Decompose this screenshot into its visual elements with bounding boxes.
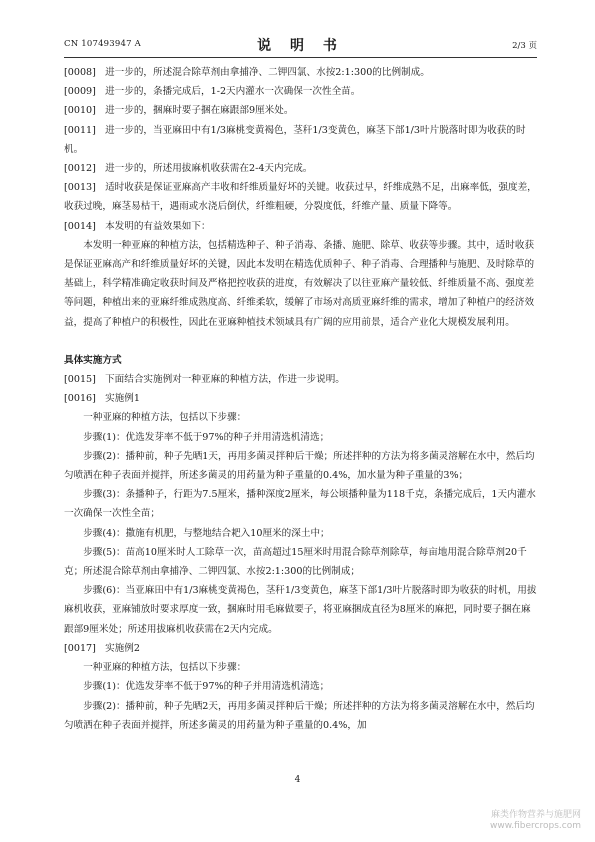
paragraph-0016 <box>64 389 537 408</box>
paragraph-0017 <box>64 639 537 658</box>
example-step: 步骤(4)：撒施有机肥，与整地结合耙入10厘米的深土中； <box>83 527 330 539</box>
paragraph-tag: [0012] <box>64 163 96 175</box>
paragraph-tag: [0013] <box>64 182 96 194</box>
paragraph-tag: [0015] <box>64 374 96 386</box>
example-intro: 一种亚麻的种植方法，包括以下步骤： <box>83 662 247 674</box>
paragraph-tag: [0016] <box>64 393 96 405</box>
publication-number: CN 107493947 A <box>64 39 141 49</box>
paragraph-tag: [0014] <box>64 220 96 232</box>
paragraph-text: 进一步的，所述混合除草剂由拿捕净、二钾四氯、水按2:1:300的比例制成。 <box>105 67 430 78</box>
paragraph-tag: [0009] <box>64 86 96 98</box>
example-step: 步骤(1)：优选发芽率不低于97%的种子并用清选机清选； <box>83 431 330 443</box>
paragraph-tag: [0010] <box>64 105 96 117</box>
paragraph-text: 进一步的，捆麻时要子捆在麻跟部9厘米处。 <box>105 105 294 117</box>
example-step: 步骤(6)：当亚麻田中有1/3麻桃变黄褐色，茎秆1/3变黄色，麻茎下部1/3叶片脱落时即为收获的时机，用拔麻机收获，亚麻铺放时要求厚度一致，捆麻时用毛麻做要子，将亚麻捆成直径为8厘米的麻把，同时要子捆在麻跟部9厘米处；所述用拔麻机收获需在2天内完成。 <box>64 585 537 635</box>
example-label: 实施例2 <box>105 642 140 654</box>
paragraph-0015 <box>64 370 537 389</box>
paragraph-0014 <box>64 217 537 236</box>
paragraph-text: 下面结合实施例对一种亚麻的种植方法，作进一步说明。 <box>105 374 345 386</box>
beneficial-effects-text: 本发明一种亚麻的种植方法，包括精选种子、种子消毒、条播、施肥、除草、收获等步骤。其中，适时收获是保证亚麻高产和纤维质量好坏的关键，因此本发明在精选优质种子、种子消毒、合理播种与施肥、及时除草的基础上，科学精准确定收获时间及严格把控收获的进度，有效解决了以往亚麻产量较低、纤维质量不高、强度差等问题，种植出来的亚麻纤维成熟度高、纤维柔软，缓解了市场对高质亚麻纤维的需求，增加了种植户的经济效益，提高了种植户的积极性，因此在亚麻种植技术领域具有广阔的应用前景，适合产业化大规模发展利用。 <box>64 239 535 328</box>
paragraph-tag: [0011] <box>64 124 96 136</box>
paragraph-0009 <box>64 82 537 101</box>
example-step: 步骤(3)：条播种子，行距为7.5厘米，播种深度2厘米，每公顷播种量为118千克，条播完成后，1天内灌水一次确保一次性全苗； <box>64 489 536 520</box>
page-number: 4 <box>294 775 301 785</box>
watermark-url: www.fibercrops.com <box>490 821 581 831</box>
section-heading: 具体实施方式 <box>64 354 122 366</box>
page-header <box>64 35 537 57</box>
header-rule <box>64 57 537 58</box>
paragraph-text: 进一步的，当亚麻田中有1/3麻桃变黄褐色，茎秆1/3变黄色，麻茎下部1/3叶片脱落时即为收获的时机。 <box>64 124 526 155</box>
watermark <box>490 810 581 832</box>
paragraph-0008 <box>64 63 537 82</box>
example-step: 步骤(2)：播种前，种子先晒1天，再用多菌灵拌种后干燥；所述拌种的方法为将多菌灵溶解在水中，然后均匀喷洒在种子表面并搅拌，所述多菌灵的用药量为种子重量的0.4%，加水量为种子重量的3%； <box>64 450 535 482</box>
example-step: 步骤(1)：优选发芽率不低于97%的种子并用清选机清选； <box>83 681 330 693</box>
paragraph-0011 <box>64 121 537 159</box>
example-step: 步骤(2)：播种前，种子先晒2天，再用多菌灵拌种后干燥；所述拌种的方法为将多菌灵溶解在水中，然后均匀喷洒在种子表面并搅拌，所述多菌灵的用药量为种子重量的0.4%，加 <box>64 700 535 731</box>
document-body <box>64 63 537 735</box>
example-label: 实施例1 <box>105 393 140 405</box>
paragraph-text: 进一步的，条播完成后，1-2天内灌水一次确保一次性全苗。 <box>105 86 361 98</box>
section-spacer <box>64 332 537 351</box>
paragraph-0013 <box>64 178 537 216</box>
paragraph-tag: [0017] <box>64 642 96 654</box>
watermark-site-name: 麻类作物营养与施肥网 <box>490 810 581 820</box>
example-step: 步骤(5)：苗高10厘米时人工除草一次，苗高超过15厘米时用混合除草剂除草，每亩地用混合除草剂20千克；所述混合除草剂由拿捕净、二钾四氯、水按2:1:300的比例制成； <box>64 546 527 578</box>
example-intro: 一种亚麻的种植方法，包括以下步骤： <box>83 412 247 424</box>
paragraph-0010 <box>64 101 537 120</box>
paragraph-0012 <box>64 159 537 178</box>
paragraph-text: 适时收获是保证亚麻高产丰收和纤维质量好坏的关键。收获过早，纤维成熟不足，出麻率低，强度差，收获过晚，麻茎易枯干，遇雨或水浇后倒伏，纤维粗硬，分裂度低，纤维产量、质量下降等。 <box>64 182 537 213</box>
paragraph-text: 进一步的，所述用拔麻机收获需在2-4天内完成。 <box>105 163 313 175</box>
document-title: 说 明 书 <box>257 38 344 54</box>
paragraph-tag: [0008] <box>64 67 96 78</box>
paragraph-text: 本发明的有益效果如下： <box>105 220 211 232</box>
page-indicator: 2/3 页 <box>512 41 537 51</box>
